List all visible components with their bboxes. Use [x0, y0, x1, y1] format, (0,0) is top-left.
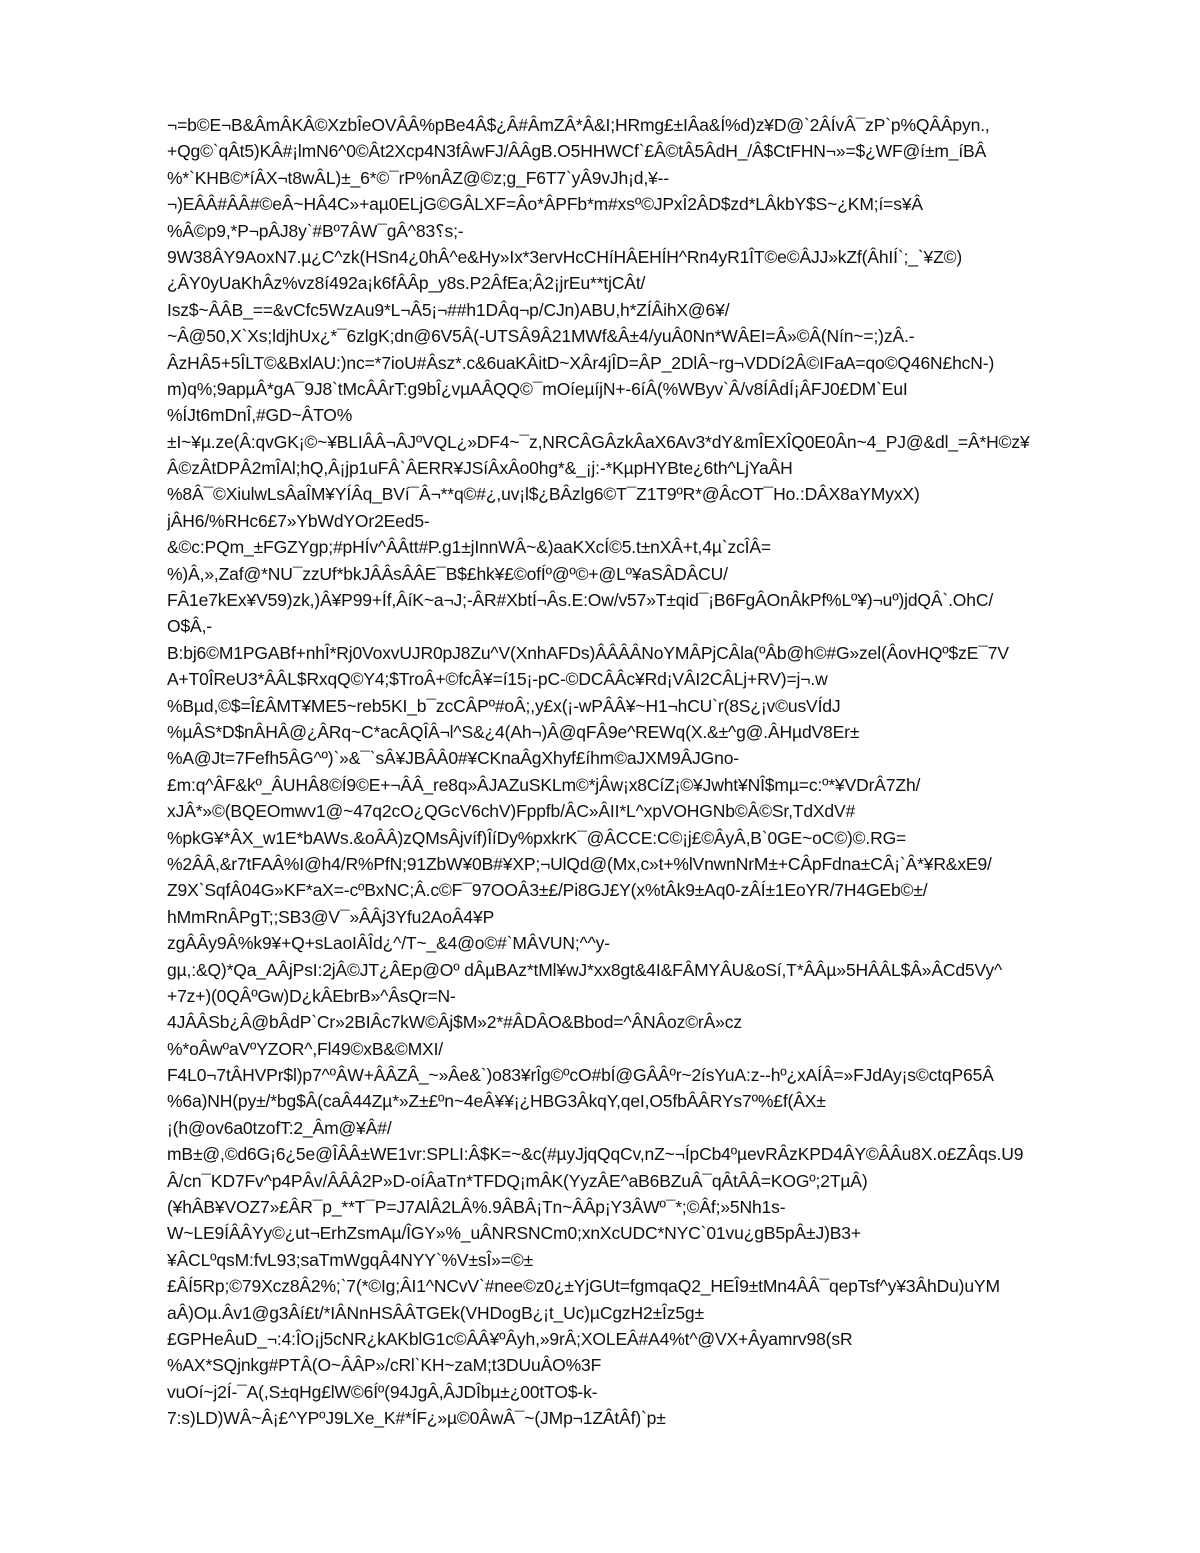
text-line: gµ,:&Q)*Qa_AÂjPsI:2jÂ©JT¿ÂEp@Oº dÂµBAz*tMl¥wJ*xx8gt&4I&FÂMYÂU&oSí,T*ÂÂµ»5HÂÂL$Â»ÂCd5Vy^ — [167, 959, 1003, 980]
text-line: Z9X`SqfÂ04G»KF*aX=-cºBxNC;Â.c©F¯97OOÂ3±£/Pi8GJ£Y(x%tÂk9±Aq0-zÂÍ±1EoYR/7H4GEb©±/ — [167, 880, 928, 901]
text-line: ÂzHÂ5+5ÎLT©&BxlAU:)nc=*7ioU#Âsz*.c&6uaKÂitD~XÂr4jÎD=ÂP_2DlÂ~rg¬VDDí2Â©IFaA=qo©Q46N£hcN-) — [167, 352, 995, 373]
text-line: (¥hÂB¥VOZ7»£ÂR¯p_**T¯P=J7AlÂ2LÂ%.9ÂBÂ¡Tn~ÂÂp¡Y3ÂWº¯*;©Âf;»5Nh1s- — [167, 1197, 786, 1218]
text-line: %6a)NH(py±/*bg$Â(caÂ44Zµ*»Z±£ºn~4eÂ¥¥¡¿HBG3ÂkqY,qeI,O5fbÂÂRYs7º%£f(ÂX± — [167, 1091, 826, 1112]
text-line: Â©zÂtDPÂ2mÎAl;hQ,Â¡jp1uFÂ`ÂERR¥JSíÂxÂo0hg*&_¡j:-*KµpHYBte¿6th^LjYaÂH — [167, 458, 793, 479]
text-line: jÂH6/%RHc6£7»YbWdYOr2Eed5- — [167, 510, 430, 531]
text-line: ¬=b©E¬B&ÂmÂKÂ©XzbÎeOVÂÂ%pBe4Â$¿Â#ÂmZÂ*Â&I;HRmg£±IÂa&Í%d)z¥D@`2ÂÍvÂ¯zP`p%QÂÂpyn., — [167, 115, 990, 135]
text-line: mB±@,©d6G¡6¿5e@ÎÂÂ±WE1vr:SPLI:Â$K=~&c(#µyJjqQqCv,nZ~¬ÍpCb4ºµevRÂzKPD4ÂY©ÂÂu8X.o£ZÂqs.U9 — [167, 1144, 1024, 1165]
text-line: %pkG¥*ÂX_w1E*bAWs.&oÂÂ)zQMsÂjvíf)ÎíDy%pxkrK¯@ÂCCE:C©¡j£©ÂyÂ,B`0GE~oC©)©.RG= — [167, 827, 907, 848]
text-line: &©c:PQm_±FGZYgp;#pHÍv^ÂÂtt#P.g1±jInnWÂ~&)aaKXcÍ©5.t±nXÂ+t,4µ`zcÎÂ= — [167, 537, 771, 558]
text-line: zgÂÂy9Â%k9¥+Q+sLaoIÂÎd¿^/T~_&4@o©#`MÂVUN;^^y- — [167, 933, 610, 954]
text-line: ¡(h@ov6a0tzofT:2_Âm@¥Â#/ — [167, 1117, 392, 1138]
text-line: Â/cn¯KD7Fv^p4PÂv/ÂÂÂ2P»D-oíÂaTn*TFDQ¡mÂK(YyzÂE^aB6BZuÂ¯qÂtÂÂ=KOGº;2TµÂ) — [167, 1170, 868, 1191]
text-line: +7z+)(0QÂºGw)D¿kÂEbrB»^ÂsQr=N- — [167, 985, 456, 1006]
text-line: vuOí~j2Í-¯A(,S±qHg£lW©6Íº(94JgÂ,ÂJDÎbµ±¿00tTO$-k- — [167, 1381, 598, 1402]
text-line: ±I~¥µ.ze(Â:qvGK¡©~¥BLIÂÂ¬ÂJºVQL¿»DF4~¯z,NRCÂGÂzkÂaX6Av3*dY&mÎEXÎQ0E0Ân~4_PJ@&dl_=Â*H©z¥ — [167, 431, 1030, 452]
text-line: %8Â¯©XiulwLsÂaÎM¥YÍÂq_BVí¯Â¬**q©#¿,uv¡l$¿BÂzlg6©T¯Z1T9ºR*@ÂcOT¯Ho.:DÂX8aYMyxX) — [167, 484, 920, 505]
text-line: ~Â@50,X`Xs;ldjhUx¿*¯6zlgK;dn@6V5Â(-UTSÂ9Â21MWf&Â±4/yuÂ0Nn*WÂEI=Â»©Â(Nín~=;)zÂ.- — [167, 326, 915, 347]
text-line: %A@Jt=7Fefh5ÂG^º)`»&¯`sÂ¥JBÂÂ0#¥CKnaÂgXhyf£íhm©aJXM9ÂJGno- — [167, 748, 739, 769]
text-line: m)q%;9apµÂ*gA¯9J8`tMcÂÂrT:g9bÎ¿vµAÂQQ©¯mOíeµíjN+-6íÂ(%WByv`Â/v8ÍÂdÍ¡ÂFJ0£DM`EuI — [167, 378, 908, 399]
text-line: hMmRnÂPgT;;SB3@V¯»ÂÂj3Yfu2AoÂ4¥P — [167, 906, 495, 927]
text-line: %ÍJt6mDnÎ,#GD~ÂTO% — [167, 405, 353, 426]
text-line: ¬)EÂÂ#ÂÂ#©eÂ~HÂ4C»+aµ0ELjG©GÂLXF=Âo*ÂPFb*m#xsº©JPxÎ2ÂD$zd*LÂkbY$S~¿KM;í=s¥Â — [167, 194, 923, 215]
text-line: A+T0ÎReU3*ÂÂL$RxqQ©Y4;$TroÂ+©fcÂ¥=í15¡-pC-©DCÂÂc¥Rd¡VÂI2CÂLj+RV)=j¬.w — [167, 669, 828, 690]
text-line: %AX*SQjnkg#PTÂ(O~ÂÂP»/cRl`KH~zaM;t3DUuÂO%3F — [167, 1355, 602, 1376]
text-line: W~LE9ÍÂÂYy©¿ut¬ErhZsmAµ/ÎGY»%_uÂNRSNCm0;xnXcUDC*NYC`01vu¿gB5pÂ±J)B3+ — [167, 1223, 861, 1244]
text-line: %2ÂÂ,&r7tFAÂ%I@h4/R%PfN;91ZbW¥0B#¥XP;¬UlQd@(Mx,c»t+%lVnwnNrM±+CÂpFdna±CÂ¡`Â*¥R&xE9/ — [167, 853, 992, 874]
text-line: Isz$~ÂÂB_==&vCfc5WzAu9*L¬Â5¡¬##h1DÂq¬p/CJn)ABU,h*ZÍÂihX@6¥/ — [167, 299, 730, 320]
text-line: %)Â,»,Zaf@*NU¯zzUf*bkJÂÂsÂÂE¯B$£hk¥£©ofÍº@º©+@Lº¥aSÂDÂCU/ — [167, 563, 728, 584]
text-line: 9W38ÂY9AoxN7.µ¿C^zk(HSn4¿0hÂ^e&Hy»Ix*3ervHcCHíHÂEHÍH^Rn4yR1ÎT©e©ÂJJ»kZf(ÂhIÍ`;_`¥Z©) — [167, 246, 963, 267]
text-line: FÂ1e7kEx¥V59)zk,)Â¥P99+Íf,ÂíK~a¬J;-ÂR#XbtÍ¬Âs.E:Ow/v57»T±qid¯¡B6FgÂOnÂkPf%Lº¥)¬uº)jdQÂ`.OhC/ — [167, 590, 994, 611]
text-line: %Â©p9,*P¬pÂJ8y`#Bº7ÂW¯gÂ^8؟3s;- — [167, 220, 464, 241]
text-line: ¥ÂCLºqsM:fvL93;saTmWgqÂ4NYY`%V±sÎ»=©± — [167, 1249, 534, 1270]
text-line: +Qg©`qÂt5)KÂ#¡lmN6^0©Ât2Xcp4N3fÂwFJ/ÂÂgB.O5HHWCf`£Â©tÂ5ÂdH_/Â$CtFHN¬»=$¿WF@í±m_íBÂ — [167, 141, 987, 162]
text-line: F4L0¬7tÂHVPr$l)p7^ºÂW+ÂÂZÂ_~»Âe&`)o83¥rÎg©ºcO#bÍ@GÂÂºr~2ísYuA:z--hº¿xAÍÂ=»FJdAy¡s©ctqP65Â — [167, 1065, 994, 1086]
text-line: B:bj6©M1PGABf+nhÎ*Rj0VoxvUJR0pJ8Zu^V(XnhAFDs)ÂÂÂÂNoYMÂPjCÂla(ºÂb@h©#G»zel(ÂovHQº$zE¯7V — [167, 642, 1009, 663]
text-line: %Bµd,©$=Î£ÂMT¥ME5~reb5KI_b¯zcCÂPº#oÂ;,y£x(¡-wPÂÂ¥~H1¬hCU`r(8S¿¡v©usVÍdJ — [167, 695, 841, 716]
text-line: £m:q^ÂF&kº_ÂUHÂ8©Í9©E+¬ÂÂ_re8q»ÂJAZuSKLm©*jÂw¡x8CíZ¡©¥Jwht¥NÎ$mµ=c:º*¥VDrÂ7Zh/ — [167, 774, 921, 795]
text-line: xJÂ*»©(BQEOmwv1@~47q2cO¿QGcV6chV)Fppfb/ÂC»ÂII*L^xpVOHGNb©Â©Sr,TdXdV# — [167, 801, 856, 822]
text-line: %µÂS*D$nÂHÂ@¿ÂRq~C*acÂQÎÂ¬l^S&¿4(Ah¬)Â@qFÂ9e^REWq(X.&±^g@.ÂHµdV8Er± — [167, 721, 860, 742]
text-line: ¿ÂY0yUaKhÂz%vz8í492a¡k6fÂÂp_y8s.P2ÂfEa;Â2¡jrEu**tjCÂt/ — [167, 273, 646, 294]
text-line: £GPHeÂuD_¬:4:ÎO¡j5cNR¿kAKblG1c©ÂÂ¥ºÂyh,»9rÂ;XOLEÂ#A4%t^@VX+Âyamrv98(sR — [167, 1328, 853, 1349]
text-line: O$Â,- — [167, 616, 212, 637]
text-line: £ÂÍ5Rp;©79Xcz8Â2%;`7(*©Ig;ÂI1^NCvV`#nee©z0¿±YjGUt=fgmqaQ2_HEÎ9±tMn4ÂÂ¯qepTsf^y¥3ÂhDu)uYM — [167, 1276, 1000, 1297]
text-line: %*`KHB©*íÂX¬t8wÂL)±_6*©¯rP%nÂZ@©z;g_F6T7`yÂ9vJh¡d,¥-- — [167, 167, 670, 188]
document-body — [167, 112, 1127, 1432]
text-line: %*oÂwºaVºYZOR^,Fl49©xB&©MXI/ — [167, 1038, 443, 1059]
text-line: aÂ)Oµ.Âv1@g3Âí£t/*IÂNnHSÂÂTGEk(VHDogB¿¡t_Uc)µCgzH2±Îz5g± — [167, 1302, 704, 1323]
text-line: 7:s)LD)WÂ~Â¡£^YPºJ9LXe_K#*ÍF¿»µ©0ÂwÂ¯~(JMp¬1ZÂtÂf)`p± — [167, 1408, 666, 1429]
text-line: 4JÂÂSb¿Â@bÂdP`Cr»2BIÂc7kW©Âj$M»2*#ÂDÂO&Bbod=^ÂNÂoz©rÂ»cz — [167, 1012, 742, 1033]
